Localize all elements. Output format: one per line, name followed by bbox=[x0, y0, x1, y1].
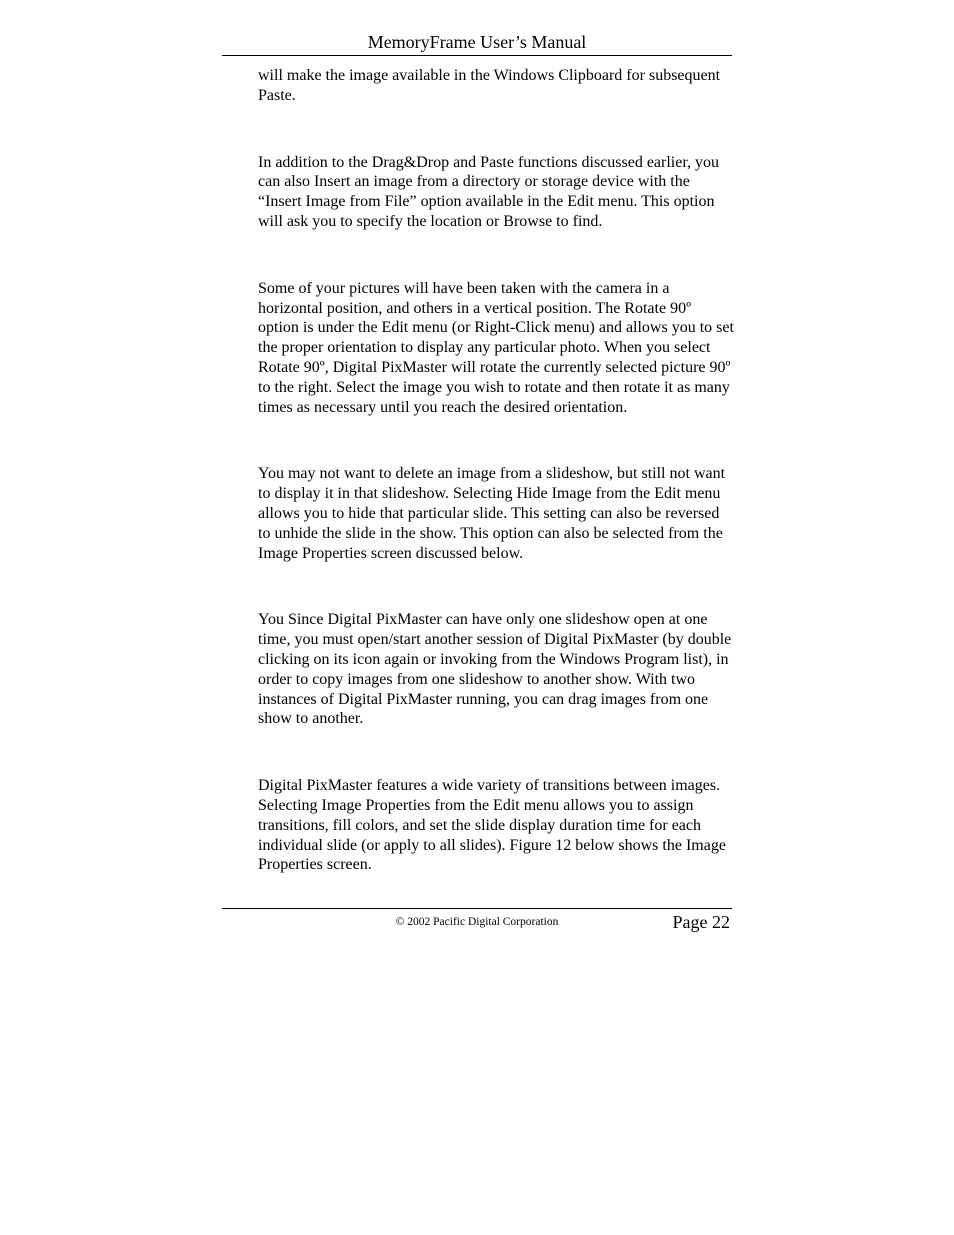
paragraph-insert-image-from-file: In addition to the Drag&Drop and Paste functions discussed earlier, you can also Insert an image from a directory or storage device with the “Insert Image from File” option available in the Edit menu. This option will ask you to specify the location or Browse to find. bbox=[258, 153, 720, 230]
paragraph-rotate-90: Some of your pictures will have been taken with the camera in a horizontal position, and others in a vertical position. The Rotate 90º option is under the Edit menu (or Right-Click menu) and allows you to set the proper orientation to display any particular photo. When you select Rotate 90º, Digital PixMaster will rotate the currently selected picture 90º to the right. Select the image you wish to rotate and then rotate it as many times as necessary until you reach the desired orientation. bbox=[258, 279, 734, 416]
footer-copyright: © 2002 Pacific Digital Corporation bbox=[395, 916, 559, 928]
paragraph-image-properties: Digital PixMaster features a wide variety of transitions between images. Selecting Image Properties from the Edit menu allows you to assign transitions, fill colors, and set the slide display duration time for each individual slide (or apply to all slides). Figure 12 below shows the Image Properties screen. bbox=[258, 777, 726, 874]
paragraph-copy-between-slideshows: You Since Digital PixMaster can have only one slideshow open at one time, you must open/start another session of Digital PixMaster (by double clicking on its icon again or invoking from the Windows Program list), in order to copy images from one slideshow to another show. With two instances of Digital PixMaster running, you can drag images from one show to another. bbox=[258, 611, 732, 728]
paragraph-clipboard-continuation: will make the image available in the Windows Clipboard for subsequent Paste. bbox=[258, 67, 721, 104]
body-text bbox=[258, 66, 734, 875]
footer-divider bbox=[222, 908, 732, 909]
page-number: Page 22 bbox=[672, 912, 730, 932]
running-header-title: MemoryFrame User’s Manual bbox=[367, 32, 587, 52]
paragraph-hide-image: You may not want to delete an image from a slideshow, but still not want to display it in that slideshow. Selecting Hide Image from the Edit menu allows you to hide that particular slide. This setting can also be reversed to unhide the slide in the show. This option can also be selected from the Image Properties screen discussed below. bbox=[258, 465, 726, 562]
header-divider bbox=[222, 55, 732, 56]
